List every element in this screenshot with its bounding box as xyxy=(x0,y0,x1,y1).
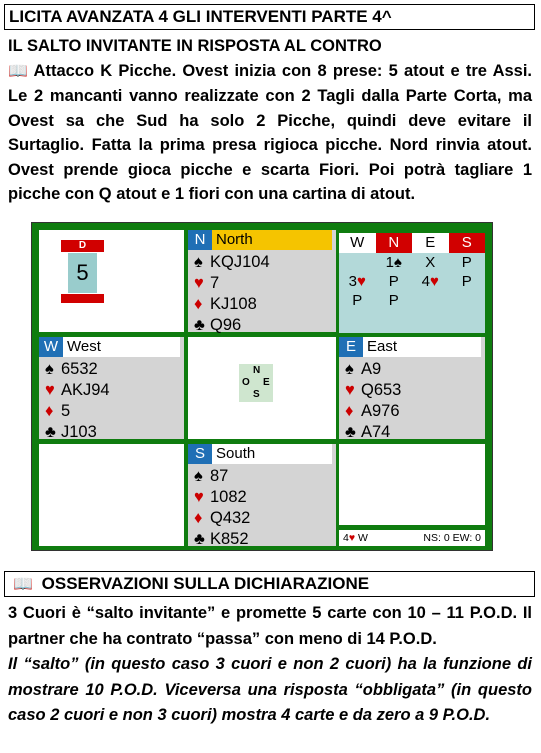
intro-body: Attacco K Picche. Ovest inizia con 8 prese: 5 atout e tre Assi. Le 2 mancanti vanno realizzate con 2 Tagli dalla Parte Corta, ma Ovest sa che Sud ha solo 2 Picche, quindi deve evitare il Surtaglio. Fatta la prima presa rigioca picche. Nord rinvia atout. Ovest prende gioca picche e scarta Fiori. Poi potrà tagliare 1 picche con Q atout e 1 fiori con una cartina di atout. xyxy=(8,61,532,203)
east-diamonds: A976 xyxy=(361,402,400,420)
bid-cell xyxy=(339,253,376,272)
compass-s: S xyxy=(253,389,260,400)
west-hand xyxy=(39,337,184,439)
north-spades: KQJ104 xyxy=(210,253,270,271)
bid-cell: P xyxy=(352,292,363,309)
vulnerability-bar xyxy=(61,294,104,303)
compass-n: N xyxy=(253,365,261,376)
board-indicator xyxy=(61,240,104,303)
empty-panel xyxy=(39,444,184,546)
spade-icon: ♠ xyxy=(194,253,203,271)
heart-icon: ♥ xyxy=(194,274,204,292)
page-title: LICITA AVANZATA 4 GLI INTERVENTI PARTE 4^ xyxy=(4,4,535,30)
dealer-panel xyxy=(39,230,184,332)
north-hearts: 7 xyxy=(210,274,220,292)
heart-icon: ♥ xyxy=(45,381,55,399)
club-icon: ♣ xyxy=(194,530,205,548)
east-hand xyxy=(339,337,485,439)
west-clubs: J103 xyxy=(61,423,97,441)
bridge-table xyxy=(31,222,493,551)
diamond-icon: ♦ xyxy=(45,402,54,420)
bid-cell: X xyxy=(425,254,436,271)
north-name: North xyxy=(212,230,332,250)
observations-text xyxy=(8,601,532,729)
east-hearts: Q653 xyxy=(361,381,402,399)
bid-cell: P xyxy=(461,254,472,271)
heart-icon: ♥ xyxy=(345,381,355,399)
observations-p1: 3 Cuori è “salto invitante” e promette 5 carte con 10 – 11 P.O.D. Il partner che ha contrato “passa” con meno di 14 P.O.D. xyxy=(8,604,532,648)
south-clubs: K852 xyxy=(210,530,249,548)
west-dir: W xyxy=(39,337,63,357)
bid-header-s: S xyxy=(449,233,486,253)
south-dir: S xyxy=(188,444,212,464)
bidding-box xyxy=(339,233,485,333)
bid-cell: P xyxy=(388,273,399,290)
observations-p2: Il “salto” (in questo caso 3 cuori e non 2 cuori) ha la funzione di mostrare 10 P.O.D. Viceversa una risposta “obbligata” (in questo caso 2 cuori e non 3 cuori) mostra 4 carte e da zero a 9 P.O.D. xyxy=(8,655,532,724)
west-diamonds: 5 xyxy=(61,402,71,420)
club-icon: ♣ xyxy=(345,423,356,441)
north-hand xyxy=(188,230,336,332)
east-dir: E xyxy=(339,337,363,357)
bid-cell xyxy=(449,291,486,310)
spade-icon: ♠ xyxy=(194,467,203,485)
north-clubs: Q96 xyxy=(210,316,242,334)
diamond-icon: ♦ xyxy=(345,402,354,420)
west-name: West xyxy=(63,337,180,357)
compass-e: E xyxy=(263,377,270,388)
intro-text xyxy=(8,59,532,207)
east-spades: A9 xyxy=(361,360,382,378)
compass-icon xyxy=(239,364,273,402)
intro-section xyxy=(8,34,532,207)
spade-icon: ♠ xyxy=(45,360,54,378)
compass-o: O xyxy=(242,377,250,388)
bid-cell: 1♠ xyxy=(385,254,402,271)
bid-cell xyxy=(412,291,449,310)
bid-header-n: N xyxy=(376,233,413,253)
south-diamonds: Q432 xyxy=(210,509,251,527)
south-spades: 87 xyxy=(210,467,229,485)
book-icon: 📖 xyxy=(8,62,30,80)
bid-grid xyxy=(339,253,485,310)
heart-icon: ♥ xyxy=(194,488,204,506)
bid-header-e: E xyxy=(412,233,449,253)
intro-heading: IL SALTO INVITANTE IN RISPOSTA AL CONTRO xyxy=(8,37,382,55)
spade-icon: ♠ xyxy=(345,360,354,378)
dealer-label: D xyxy=(61,240,104,252)
board-number: 5 xyxy=(68,253,97,293)
east-name: East xyxy=(363,337,481,357)
contract-label: 4♥ W xyxy=(343,532,368,544)
west-spades: 6532 xyxy=(61,360,98,378)
diamond-icon: ♦ xyxy=(194,509,203,527)
bid-cell: 3♥ xyxy=(348,273,366,290)
club-icon: ♣ xyxy=(45,423,56,441)
north-dir: N xyxy=(188,230,212,250)
east-clubs: A74 xyxy=(361,423,391,441)
north-diamonds: KJ108 xyxy=(210,295,257,313)
south-hearts: 1082 xyxy=(210,488,247,506)
diamond-icon: ♦ xyxy=(194,295,203,313)
club-icon: ♣ xyxy=(194,316,205,334)
bid-cell: P xyxy=(388,292,399,309)
book-icon: 📖 xyxy=(13,576,33,593)
observations-title: OSSERVAZIONI SULLA DICHIARAZIONE xyxy=(41,574,370,593)
observations-heading xyxy=(4,571,535,597)
result-panel xyxy=(339,444,485,525)
bid-cell: P xyxy=(461,273,472,290)
south-name: South xyxy=(212,444,332,464)
bid-cell: 4♥ xyxy=(421,273,439,290)
west-hearts: AKJ94 xyxy=(61,381,110,399)
south-hand xyxy=(188,444,336,546)
bid-header-w: W xyxy=(339,233,376,253)
score-label: NS: 0 EW: 0 xyxy=(423,532,481,544)
status-bar xyxy=(339,530,485,546)
